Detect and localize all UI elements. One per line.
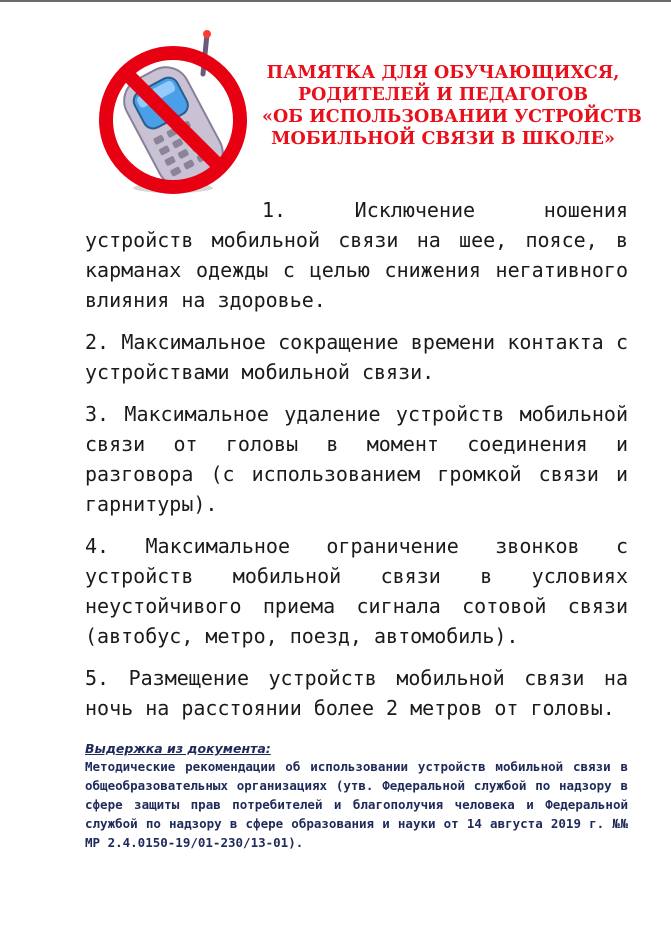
document-source: [85, 740, 628, 852]
source-text: Методические рекомендации об использовании устройств мобильной связи в общеобразовательных организациях (утв. Федеральной службой по надзору в сфере защиты прав потребителей и благополучия человека и Федеральной службой по надзору в сфере образования и науки от 14 августа 2019 г. №№ МР 2.4.0150-19/01-230/13-01).: [85, 759, 628, 850]
recommendation-item-5: 5. Размещение устройств мобильной связи на ночь на расстоянии более 2 метров от головы.: [85, 666, 628, 720]
title-line-2: РОДИТЕЛЕЙ И ПЕДАГОГОВ: [297, 85, 589, 105]
recommendation-item-4: 4. Максимальное ограничение звонков с устройств мобильной связи в условиях неустойчивого приема сигнала сотовой связи (автобус, метро, поезд, автомобиль).: [85, 534, 628, 648]
title-line-1: ПАМЯТКА ДЛЯ ОБУЧАЮЩИХСЯ,: [266, 63, 620, 83]
title-line-3: «ОБ ИСПОЛЬЗОВАНИИ УСТРОЙСТВ: [262, 107, 642, 127]
recommendation-item-2: 2. Максимальное сокращение времени контакта с устройствами мобильной связи.: [85, 330, 628, 384]
recommendation-item-1: 1. Исключение ношения устройств мобильной связи на шее, поясе, в карманах одежды с целью снижения негативного влияния на здоровье.: [85, 198, 628, 312]
title-line-4: МОБИЛЬНОЙ СВЯЗИ В ШКОЛЕ»: [271, 129, 615, 149]
source-heading: Выдержка из документа:: [85, 741, 271, 756]
no-phone-logo: [95, 28, 255, 198]
no-phone-icon: [95, 28, 255, 198]
recommendations-list: [85, 195, 628, 723]
memo-title: [262, 62, 642, 150]
recommendation-item-3: 3. Максимальное удаление устройств мобильной связи от головы в момент соединения и разговора (с использованием громкой связи и гарнитуры).: [85, 402, 628, 516]
